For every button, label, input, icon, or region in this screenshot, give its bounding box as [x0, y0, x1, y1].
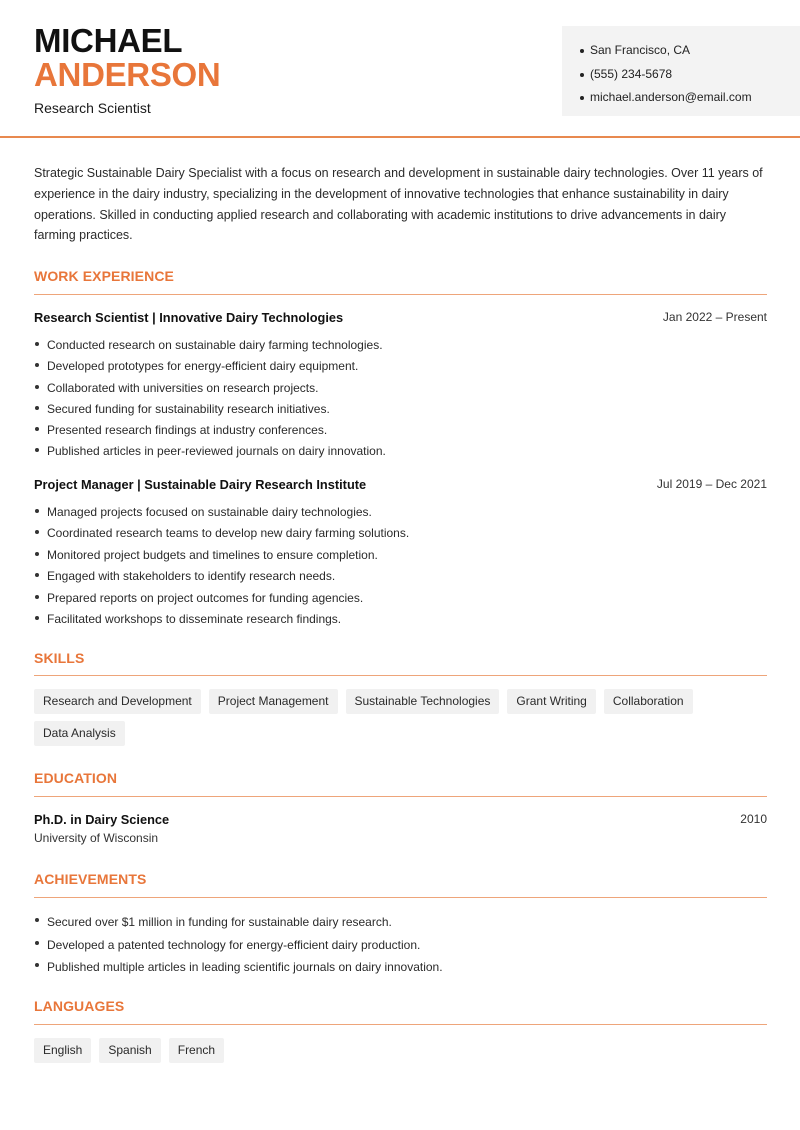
job-title-2: Project Manager | Sustainable Dairy Research Institute	[34, 477, 367, 492]
section-divider	[34, 897, 767, 898]
skills-heading: SKILLS	[34, 650, 85, 666]
education-degree: Ph.D. in Dairy Science	[34, 812, 170, 827]
skill-tag: Collaboration	[604, 689, 693, 714]
professional-summary: Strategic Sustainable Dairy Specialist with a focus on research and development in sustainable dairy technologies. Over 11 years of experience in the dairy industry, specializing in the development of innovative technologies that enhance sustainability in dairy operations. Skilled in conducting applied research and collaborating with academic institutions to drive advancements in dairy farming practices.	[34, 166, 763, 243]
list-item: Coordinated research teams to develop new dairy farming solutions.	[34, 523, 409, 544]
contact-email: michael.anderson@email.com	[580, 86, 800, 110]
contact-phone: (555) 234-5678	[580, 63, 800, 87]
first-name: MICHAEL	[34, 22, 183, 59]
section-divider	[34, 796, 767, 797]
skills-tags	[34, 689, 774, 746]
section-divider	[34, 294, 767, 295]
achievements-heading: ACHIEVEMENTS	[34, 871, 147, 887]
languages-tags	[34, 1038, 774, 1063]
skill-tag: Grant Writing	[507, 689, 595, 714]
skill-tag: Sustainable Technologies	[346, 689, 500, 714]
list-item: Developed a patented technology for energy-efficient dairy production.	[34, 934, 443, 957]
list-item: Facilitated workshops to disseminate research findings.	[34, 609, 409, 630]
language-tag: English	[34, 1038, 91, 1063]
language-tag: Spanish	[99, 1038, 160, 1063]
education-year: 2010	[740, 812, 767, 826]
job-date-1: Jan 2022 – Present	[662, 310, 767, 324]
job-title-1: Research Scientist | Innovative Dairy Technologies	[34, 310, 344, 325]
education-heading: EDUCATION	[34, 770, 118, 786]
section-divider	[34, 675, 767, 676]
language-tag: French	[169, 1038, 224, 1063]
skill-tag: Research and Development	[34, 689, 201, 714]
list-item: Published multiple articles in leading scientific journals on dairy innovation.	[34, 956, 443, 979]
list-item: Monitored project budgets and timelines to ensure completion.	[34, 545, 409, 566]
section-divider	[34, 1024, 767, 1025]
job-role: Research Scientist	[34, 100, 151, 116]
achievements-list	[34, 911, 443, 979]
list-item: Conducted research on sustainable dairy farming technologies.	[34, 335, 386, 356]
list-item: Engaged with stakeholders to identify research needs.	[34, 566, 409, 587]
last-name: ANDERSON	[34, 56, 221, 93]
job-date-2: Jul 2019 – Dec 2021	[656, 477, 767, 491]
languages-heading: LANGUAGES	[34, 998, 125, 1014]
skill-tag: Project Management	[209, 689, 338, 714]
list-item: Secured over $1 million in funding for sustainable dairy research.	[34, 911, 443, 934]
work-experience-heading: WORK EXPERIENCE	[34, 268, 174, 284]
education-school: University of Wisconsin	[34, 831, 159, 845]
list-item: Prepared reports on project outcomes for funding agencies.	[34, 588, 409, 609]
list-item: Published articles in peer-reviewed journals on dairy innovation.	[34, 441, 386, 462]
list-item: Secured funding for sustainability research initiatives.	[34, 399, 386, 420]
job-bullets-2	[34, 502, 409, 630]
skill-tag: Data Analysis	[34, 721, 125, 746]
list-item: Developed prototypes for energy-efficient dairy equipment.	[34, 356, 386, 377]
candidate-name	[34, 24, 220, 92]
resume-header	[0, 0, 800, 138]
list-item: Collaborated with universities on research projects.	[34, 378, 386, 399]
list-item: Presented research findings at industry conferences.	[34, 420, 386, 441]
contact-box	[562, 26, 800, 116]
list-item: Managed projects focused on sustainable dairy technologies.	[34, 502, 409, 523]
contact-location: San Francisco, CA	[580, 39, 800, 63]
job-bullets-1	[34, 335, 386, 463]
